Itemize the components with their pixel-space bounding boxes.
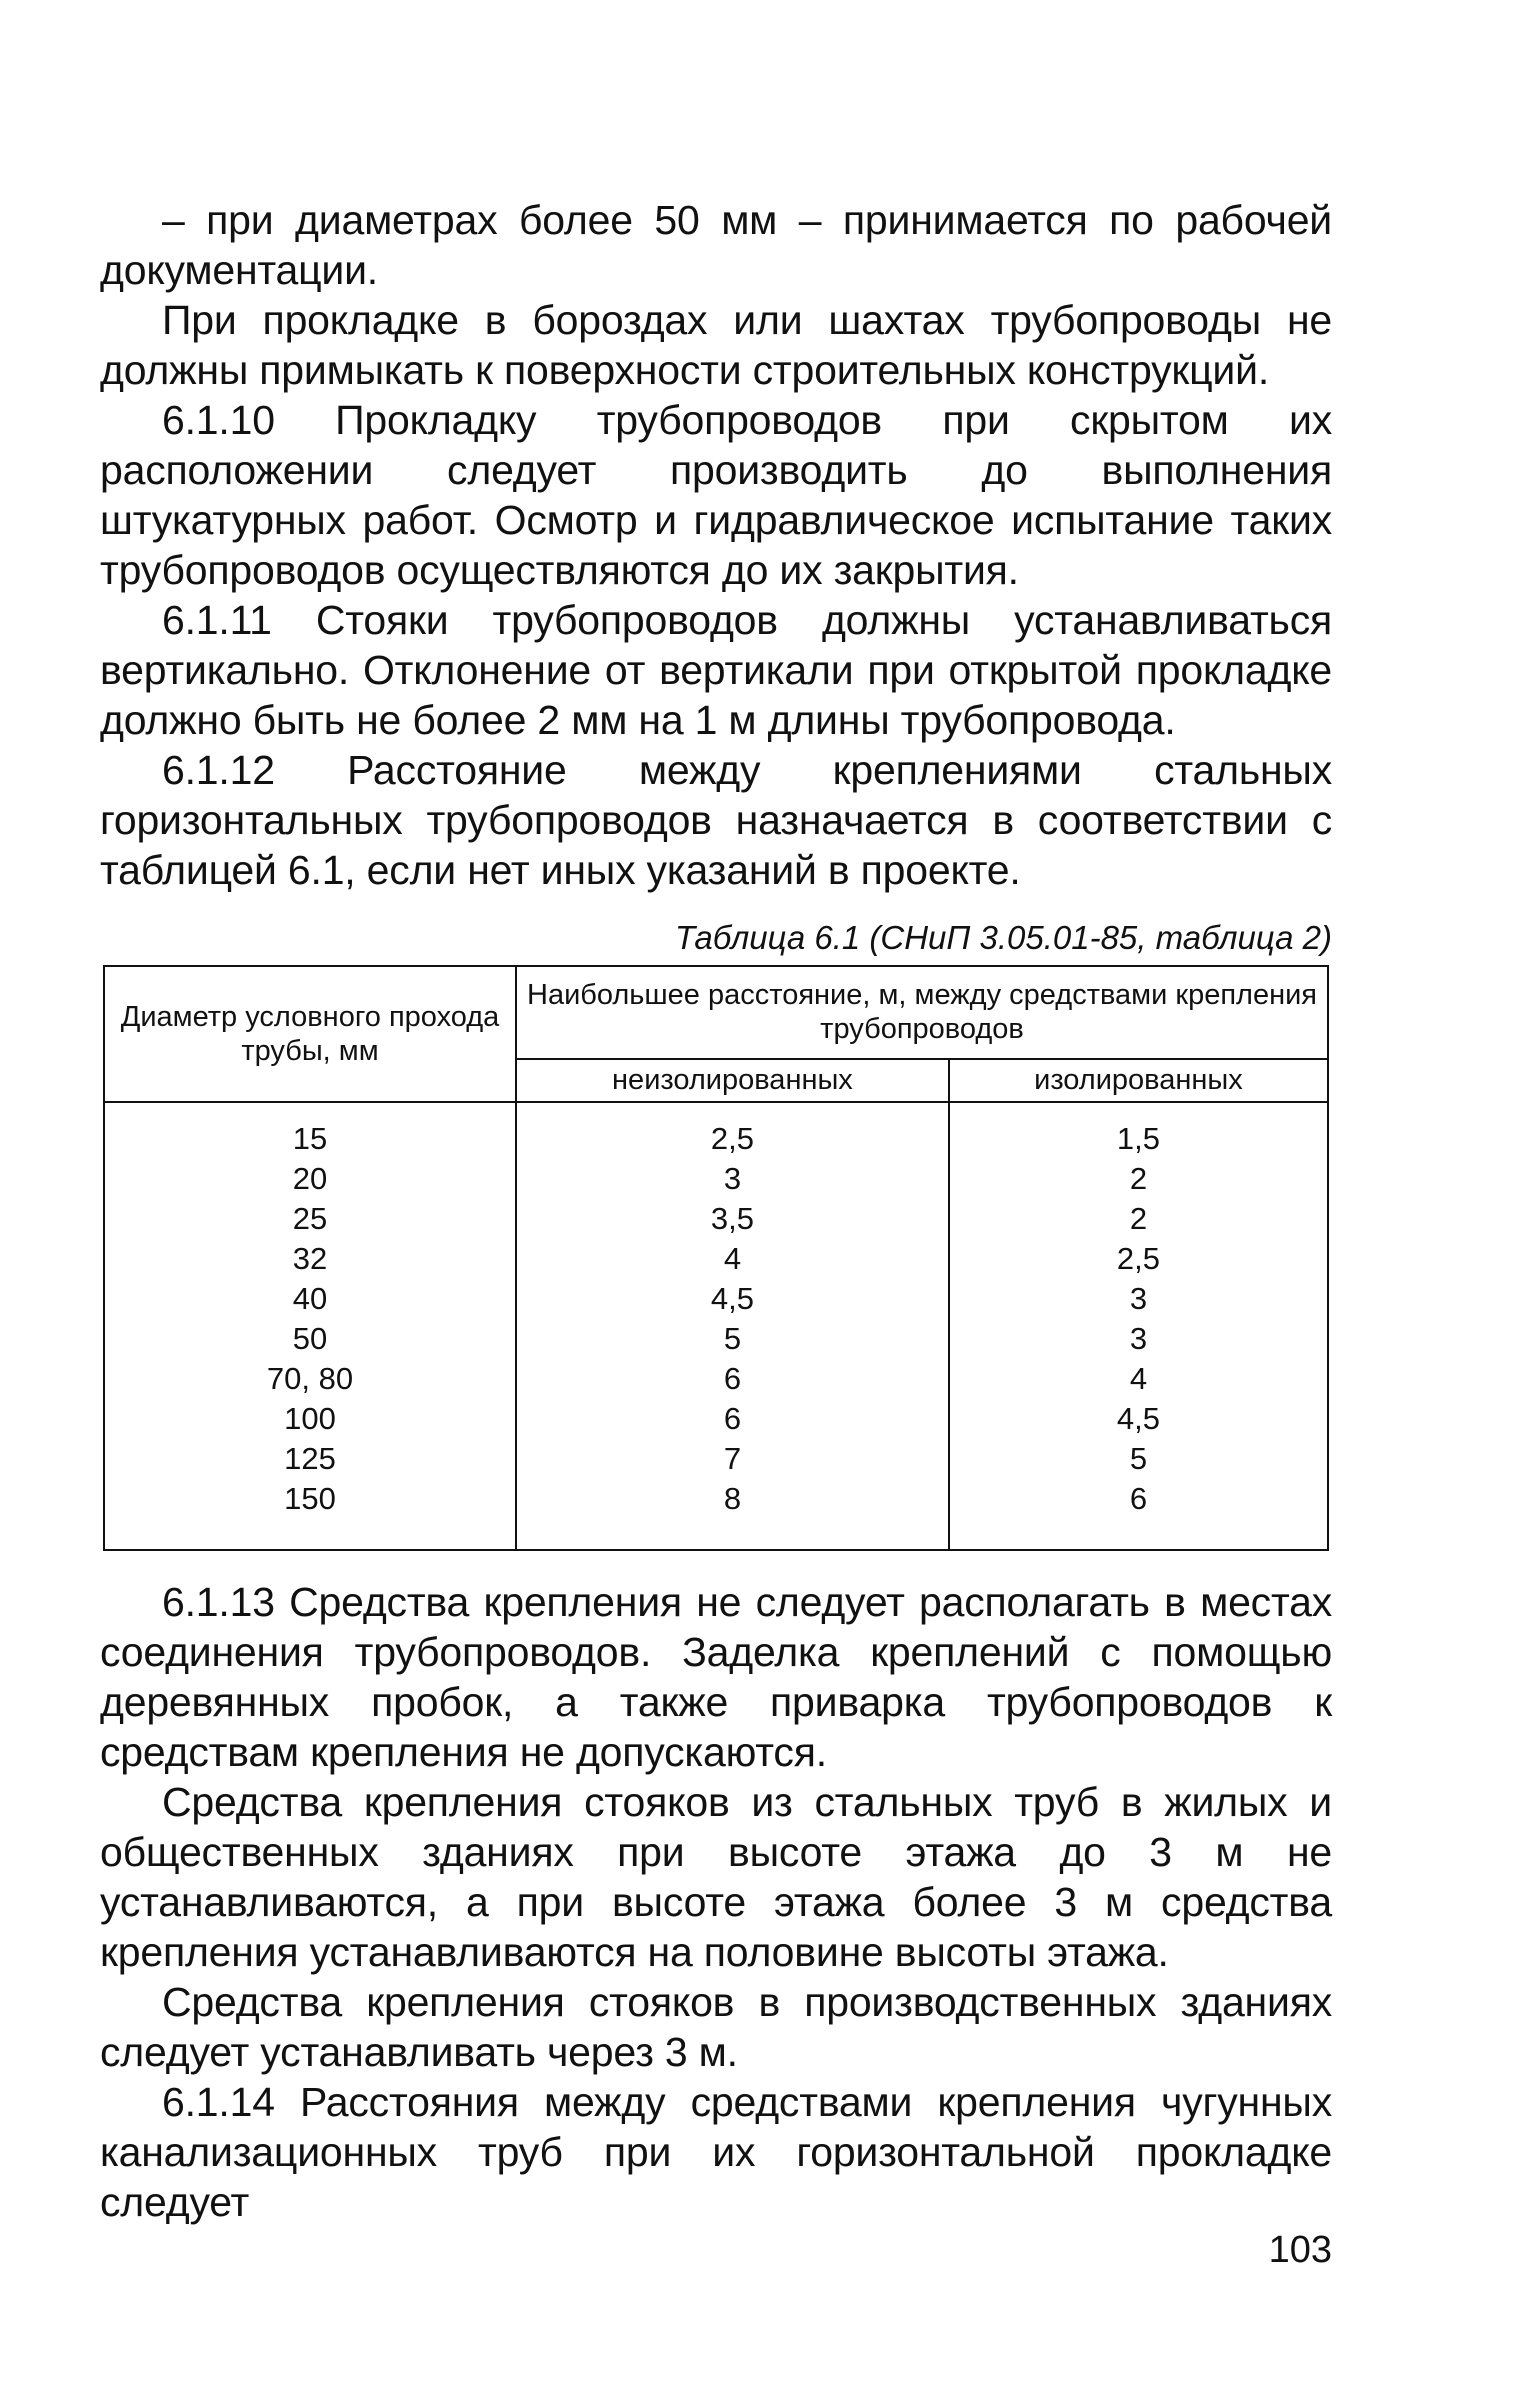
cell-insulated: 2,5 [949,1239,1328,1279]
cell-uninsulated: 5 [516,1319,949,1359]
cell-diameter: 125 [104,1439,516,1479]
table-row [104,1439,1328,1479]
paragraph: 6.1.14 Расстояния между средствами крепления чугунных канализационных труб при их горизонтальной прокладке следует [100,2079,1332,2225]
cell-insulated: 5 [949,1439,1328,1479]
cell-uninsulated: 3,5 [516,1199,949,1239]
cell-uninsulated: 6 [516,1399,949,1439]
cell-insulated: 4,5 [949,1399,1328,1439]
paragraph: 6.1.10 Прокладку трубопроводов при скрытом их расположении следует производить до выполнения штукатурных работ. Осмотр и гидравлическое испытание таких трубопроводов осуществляются до их закрытия. [100,397,1332,593]
cell-uninsulated: 7 [516,1439,949,1479]
cell-diameter: 70, 80 [104,1359,516,1399]
paragraph: – при диаметрах более 50 мм – принимается по рабочей документации. [100,197,1332,293]
cell-uninsulated: 6 [516,1359,949,1399]
pipe-support-table [103,965,1329,1551]
cell-insulated: 6 [949,1479,1328,1550]
cell-diameter: 20 [104,1159,516,1199]
paragraph: 6.1.12 Расстояние между креплениями стальных горизонтальных трубопроводов назначается в соответствии с таблицей 6.1, если нет иных указаний в проекте. [100,747,1332,893]
paragraph: При прокладке в бороздах или шахтах трубопроводы не должны примыкать к поверхности строительных конструкций. [100,297,1332,393]
cell-insulated: 4 [949,1359,1328,1399]
table-row [104,1102,1328,1159]
page-number: 103 [1268,2229,1332,2271]
cell-diameter: 15 [104,1102,516,1159]
cell-uninsulated: 4 [516,1239,949,1279]
table-row [104,1199,1328,1239]
cell-diameter: 25 [104,1199,516,1239]
paragraph: Средства крепления стояков в производственных зданиях следует устанавливать через 3 м. [100,1979,1332,2075]
header-diameter: Диаметр условного прохода трубы, мм [104,966,516,1102]
cell-diameter: 150 [104,1479,516,1550]
cell-insulated: 2 [949,1159,1328,1199]
paragraph: 6.1.11 Стояки трубопроводов должны устанавливаться вертикально. Отклонение от вертикали при открытой прокладке должно быть не более 2 мм на 1 м длины трубопровода. [100,597,1332,743]
text-block-top [100,195,1332,895]
table-row [104,1399,1328,1439]
cell-uninsulated: 4,5 [516,1279,949,1319]
cell-uninsulated: 3 [516,1159,949,1199]
cell-uninsulated: 2,5 [516,1102,949,1159]
table-row [104,1359,1328,1399]
cell-diameter: 40 [104,1279,516,1319]
header-uninsulated: неизолированных [516,1059,949,1102]
text-block-bottom [100,1577,1332,2227]
paragraph: Средства крепления стояков из стальных труб в жилых и общественных зданиях при высоте этажа до 3 м не устанавливаются, а при высоте этажа более 3 м средства крепления устанавливаются на половине высоты этажа. [100,1779,1332,1975]
table-row [104,1319,1328,1359]
paragraph: 6.1.13 Средства крепления не следует располагать в местах соединения трубопроводов. Заделка креплений с помощью деревянных пробок, а также приварка трубопроводов к средствам крепления не допускаются. [100,1579,1332,1775]
cell-diameter: 100 [104,1399,516,1439]
table-row [104,1279,1328,1319]
cell-insulated: 1,5 [949,1102,1328,1159]
cell-uninsulated: 8 [516,1479,949,1550]
cell-diameter: 32 [104,1239,516,1279]
table-row [104,1479,1328,1550]
table-row [104,1159,1328,1199]
table-row [104,1239,1328,1279]
table-caption: Таблица 6.1 (СНиП 3.05.01-85, таблица 2) [675,919,1332,956]
cell-insulated: 3 [949,1279,1328,1319]
cell-diameter: 50 [104,1319,516,1359]
header-insulated: изолированных [949,1059,1328,1102]
cell-insulated: 3 [949,1319,1328,1359]
cell-insulated: 2 [949,1199,1328,1239]
header-max-distance: Наибольшее расстояние, м, между средствами крепления трубопроводов [516,966,1328,1059]
